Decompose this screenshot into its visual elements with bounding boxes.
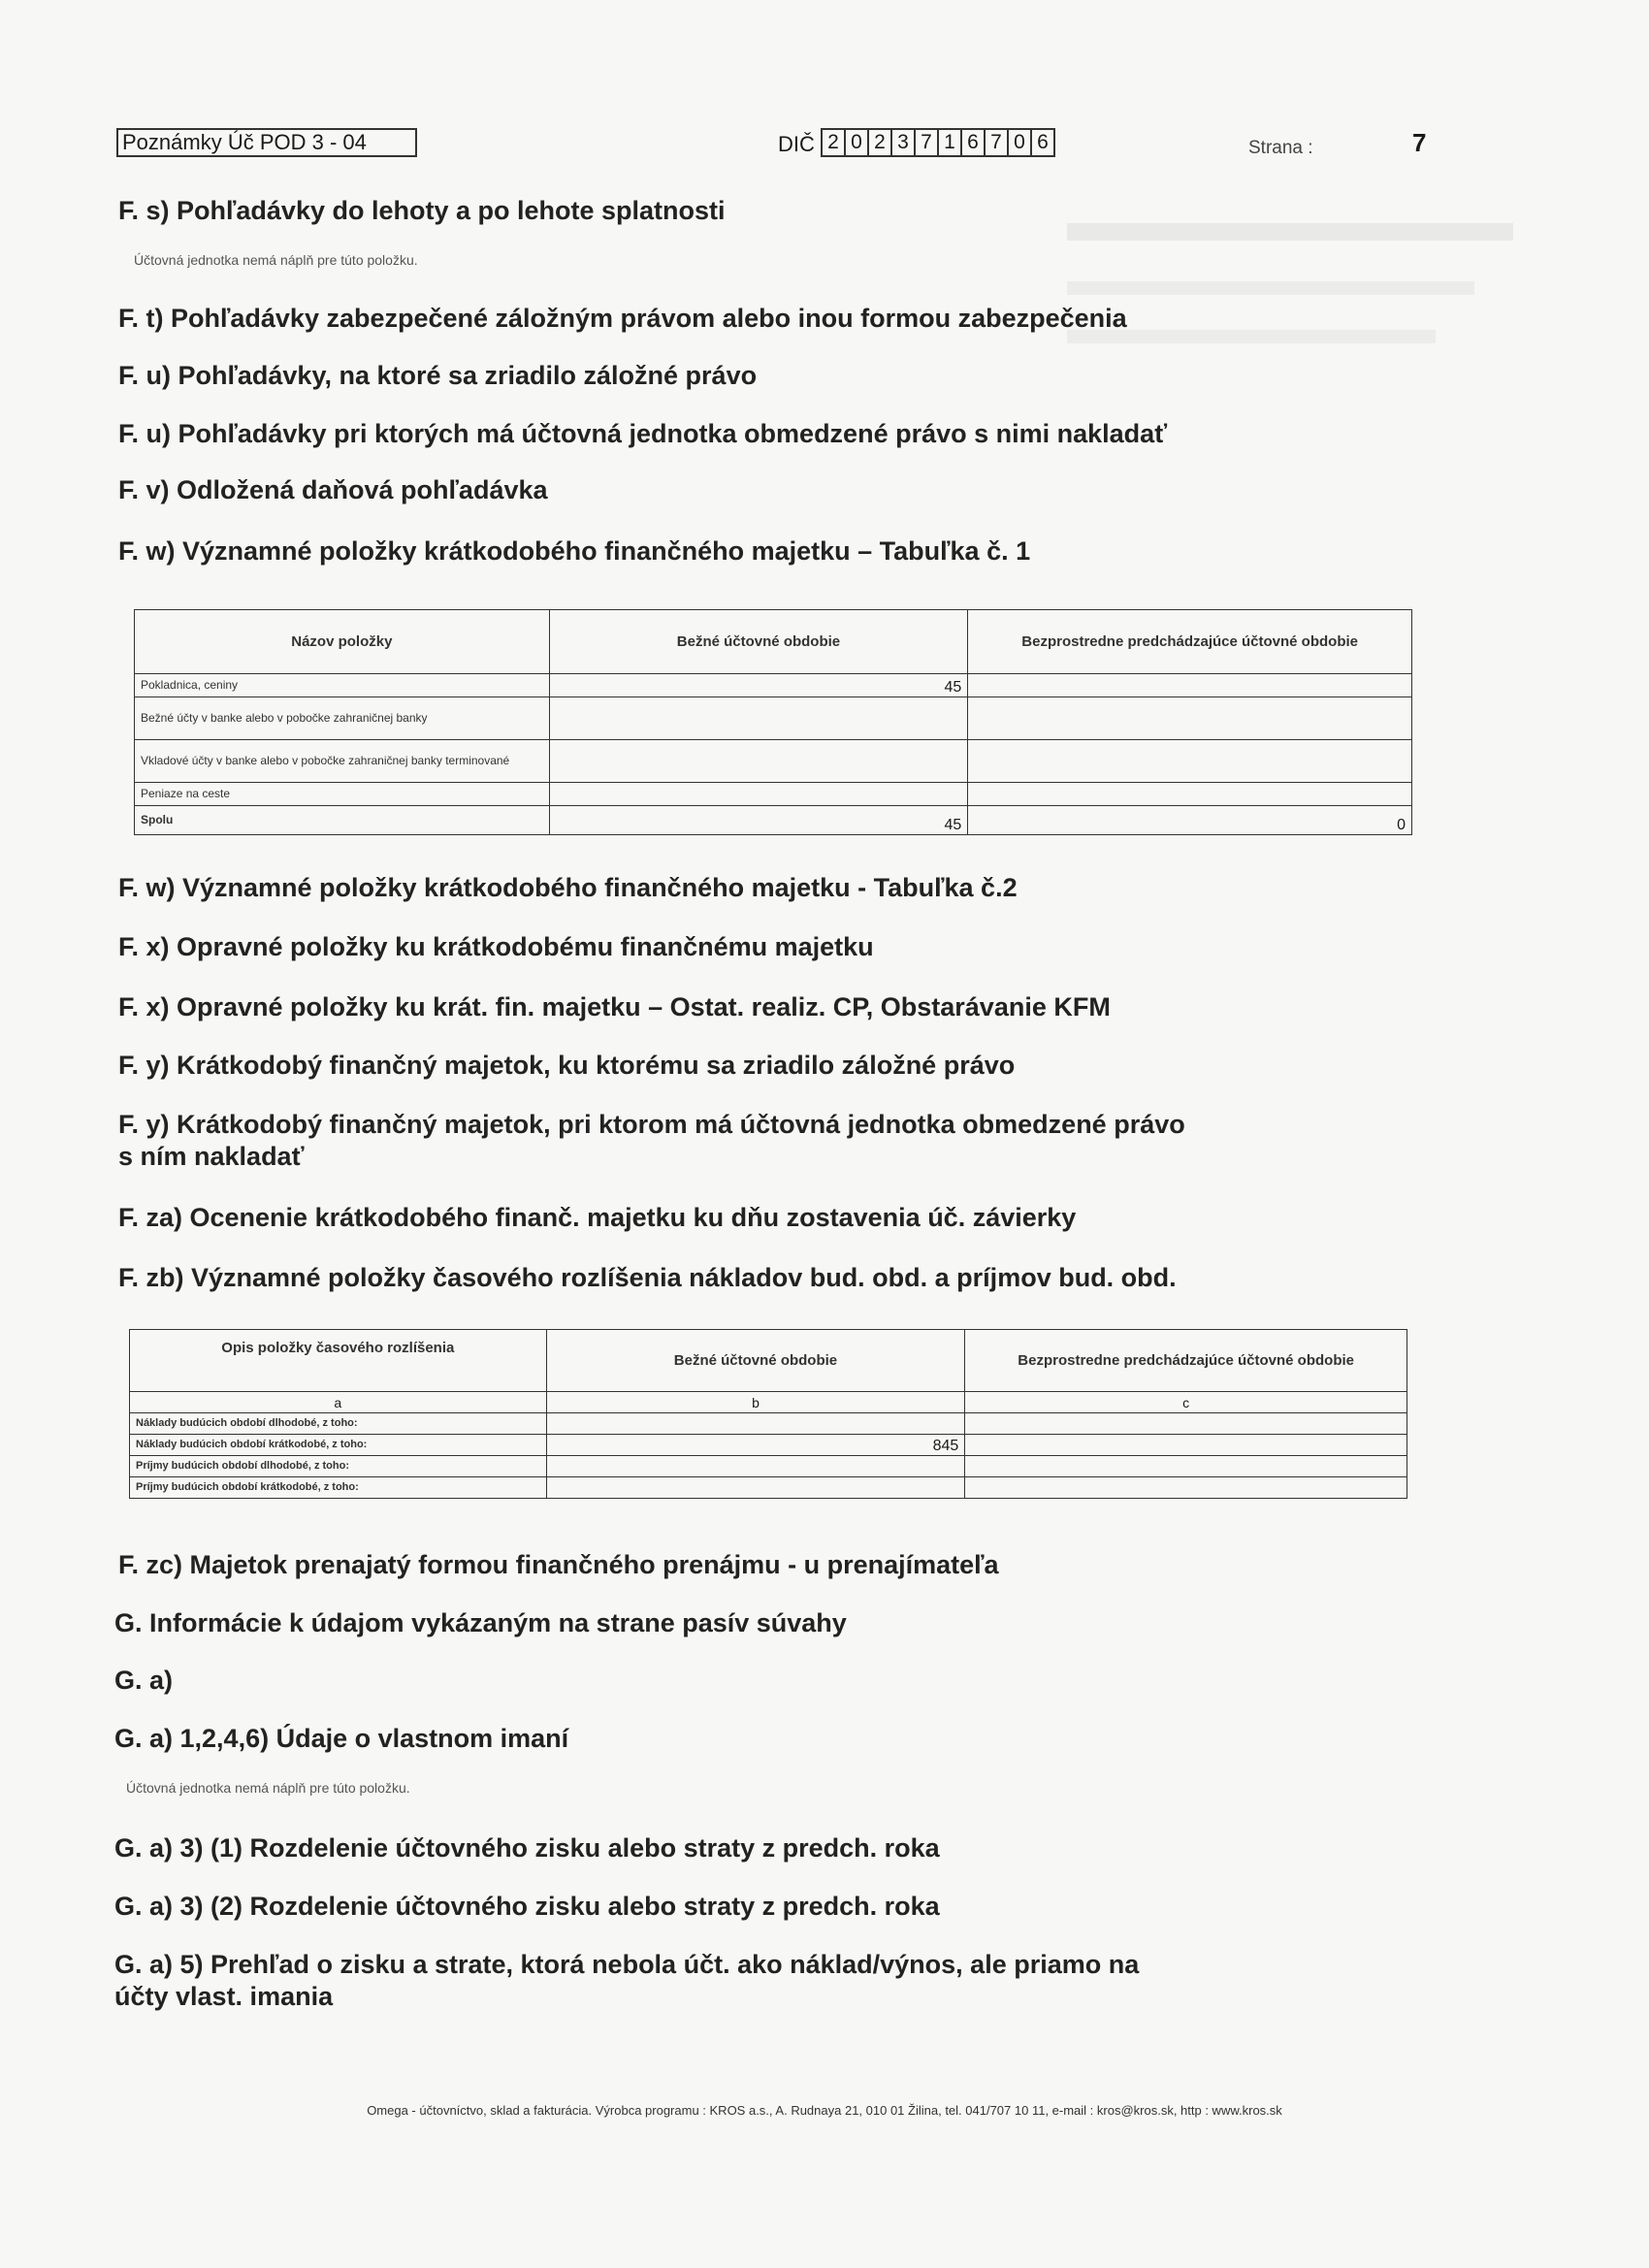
heading-ft: F. t) Pohľadávky zabezpečené záložným právom alebo inou formou zabezpečenia	[118, 304, 1127, 333]
table-row	[130, 1456, 1407, 1477]
row-previous	[965, 1477, 1407, 1499]
row-name: Peniaze na ceste	[135, 783, 550, 806]
row-previous	[965, 1435, 1407, 1456]
heading-fx1: F. x) Opravné položky ku krátkodobému finančnému majetku	[118, 932, 874, 961]
dic-digit: 3	[890, 128, 916, 157]
table-row	[130, 1413, 1407, 1435]
table-row	[135, 674, 1412, 697]
row-previous	[968, 697, 1412, 740]
row-name: Vkladové účty v banke alebo v pobočke zahraničnej banky terminované	[135, 740, 550, 783]
heading-fw2: F. w) Významné položky krátkodobého finančného majetku - Tabuľka č.2	[118, 873, 1018, 902]
table-row	[135, 740, 1412, 783]
row-current: 45	[549, 674, 968, 697]
table-row	[130, 1435, 1407, 1456]
col-header: Opis položky časového rozlíšenia	[130, 1330, 547, 1392]
row-previous	[968, 674, 1412, 697]
row-current	[549, 783, 968, 806]
heading-fu2: F. u) Pohľadávky pri ktorých má účtovná jednotka obmedzené právo s nimi nakladať	[118, 419, 1168, 448]
heading-fzb: F. zb) Významné položky časového rozlíšenia nákladov bud. obd. a príjmov bud. obd.	[118, 1263, 1177, 1292]
note-fs: Účtovná jednotka nemá náplň pre túto položku.	[134, 252, 418, 268]
heading-fy1: F. y) Krátkodobý finančný majetok, ku ktorému sa zriadilo záložné právo	[118, 1051, 1016, 1080]
col-letter-row	[130, 1392, 1407, 1413]
heading-fy2-line1: F. y) Krátkodobý finančný majetok, pri ktorom má účtovná jednotka obmedzené právo	[118, 1110, 1185, 1139]
heading-fs: F. s) Pohľadávky do lehoty a po lehote splatnosti	[118, 196, 726, 225]
heading-ga5-line2: účty vlast. imania	[114, 1982, 334, 2011]
row-name: Príjmy budúcich období dlhodobé, z toho:	[130, 1456, 547, 1477]
heading-fw1: F. w) Významné položky krátkodobého finančného majetku – Tabuľka č. 1	[118, 536, 1031, 566]
table-row	[135, 783, 1412, 806]
row-previous	[965, 1413, 1407, 1435]
total-row	[135, 806, 1412, 835]
dic-digit: 7	[984, 128, 1009, 157]
row-previous	[965, 1456, 1407, 1477]
col-header: Bežné účtovné obdobie	[546, 1330, 965, 1392]
row-name: Bežné účty v banke alebo v pobočke zahraničnej banky	[135, 697, 550, 740]
total-current: 45	[549, 806, 968, 835]
col-header: Bezprostredne predchádzajúce účtovné obdobie	[968, 610, 1412, 674]
dic-label: DIČ	[778, 132, 815, 156]
dic-digit: 7	[914, 128, 939, 157]
dic-digit: 2	[821, 128, 846, 157]
dic-digit: 6	[1030, 128, 1055, 157]
col-header: Názov položky	[135, 610, 550, 674]
heading-fza: F. za) Ocenenie krátkodobého finanč. majetku ku dňu zostavenia úč. závierky	[118, 1203, 1077, 1232]
row-current	[549, 740, 968, 783]
page-label: Strana :	[1248, 138, 1313, 158]
accrual-table	[129, 1329, 1407, 1499]
dic-digit: 6	[960, 128, 986, 157]
row-current	[546, 1477, 965, 1499]
heading-ga: G. a)	[114, 1666, 174, 1695]
dic-digit: 2	[867, 128, 892, 157]
row-name: Príjmy budúcich období krátkodobé, z toho:	[130, 1477, 547, 1499]
heading-ga32: G. a) 3) (2) Rozdelenie účtovného zisku alebo straty z predch. roka	[114, 1892, 940, 1921]
heading-g: G. Informácie k údajom vykázaným na strane pasív súvahy	[114, 1608, 847, 1637]
row-previous	[968, 783, 1412, 806]
row-name: Náklady budúcich období dlhodobé, z toho:	[130, 1413, 547, 1435]
row-name: Náklady budúcich období krátkodobé, z toho:	[130, 1435, 547, 1456]
heading-fy2-line2: s ním nakladať	[118, 1142, 305, 1171]
dic-digit: 0	[844, 128, 869, 157]
kfm-table-1	[134, 609, 1412, 835]
heading-ga31: G. a) 3) (1) Rozdelenie účtovného zisku alebo straty z predch. roka	[114, 1833, 940, 1863]
col-letter: c	[965, 1392, 1407, 1413]
col-header: Bezprostredne predchádzajúce účtovné obdobie	[965, 1330, 1407, 1392]
row-current	[549, 697, 968, 740]
table-row	[135, 697, 1412, 740]
note-ga1246: Účtovná jednotka nemá náplň pre túto položku.	[126, 1780, 410, 1796]
form-label: Poznámky Úč POD 3 - 04	[116, 128, 417, 157]
dic-digit: 0	[1007, 128, 1032, 157]
total-name: Spolu	[135, 806, 550, 835]
heading-fzc: F. zc) Majetok prenajatý formou finančného prenájmu - u prenajímateľa	[118, 1550, 999, 1579]
col-header: Bežné účtovné obdobie	[549, 610, 968, 674]
page-number: 7	[1412, 128, 1427, 157]
heading-ga5-line1: G. a) 5) Prehľad o zisku a strate, ktorá nebola účt. ako náklad/výnos, ale priamo na	[114, 1950, 1140, 1979]
dic-digit: 1	[937, 128, 962, 157]
col-letter: b	[546, 1392, 965, 1413]
row-current	[546, 1456, 965, 1477]
table-row	[130, 1477, 1407, 1499]
heading-fv: F. v) Odložená daňová pohľadávka	[118, 475, 548, 504]
bleed-through-texture	[1067, 136, 1552, 427]
row-current	[546, 1413, 965, 1435]
row-name: Pokladnica, ceniny	[135, 674, 550, 697]
row-previous	[968, 740, 1412, 783]
heading-ga1246: G. a) 1,2,4,6) Údaje o vlastnom imaní	[114, 1724, 569, 1753]
heading-fu1: F. u) Pohľadávky, na ktoré sa zriadilo záložné právo	[118, 361, 758, 390]
footer-credits: Omega - účtovníctvo, sklad a fakturácia. Výrobca programu : KROS a.s., A. Rudnaya 21, 010 01 Žilina, tel. 041/707 10 11, e-mail : kros@kros.sk, http : www.kros.sk	[367, 2103, 1282, 2118]
col-letter: a	[130, 1392, 547, 1413]
total-previous: 0	[968, 806, 1412, 835]
dic-digits	[823, 128, 1055, 157]
heading-fx2: F. x) Opravné položky ku krát. fin. majetku – Ostat. realiz. CP, Obstarávanie KFM	[118, 992, 1111, 1021]
row-current: 845	[546, 1435, 965, 1456]
